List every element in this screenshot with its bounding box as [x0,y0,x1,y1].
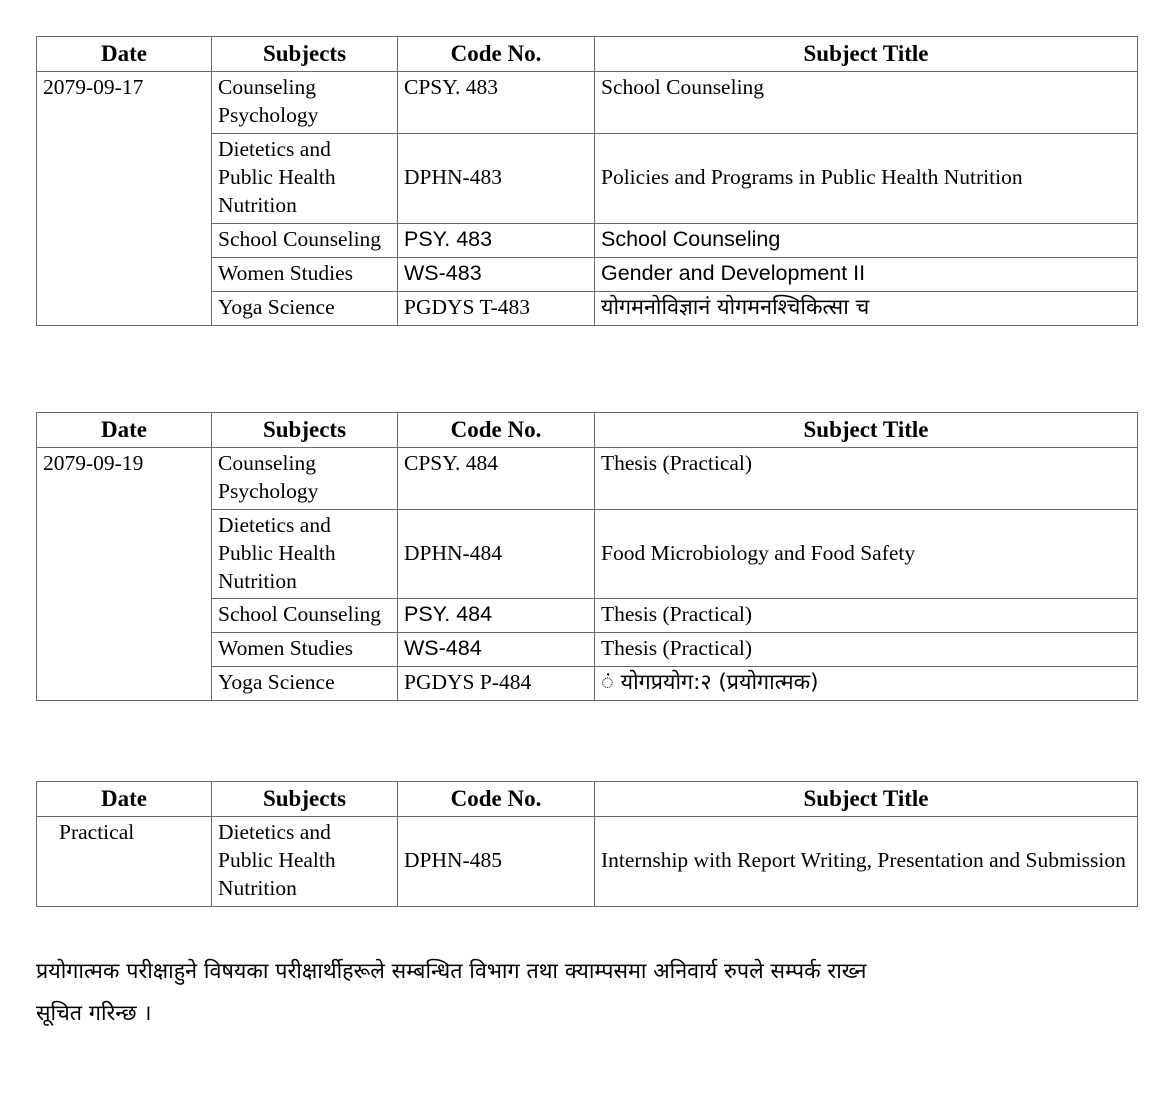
exam-schedule-table-2 [36,412,1138,702]
title-cell: ं योगप्रयोग:२ (प्रयोगात्मक) [595,667,1138,701]
column-header-code-no: Code No. [398,412,595,447]
code-cell: CPSY. 484 [398,447,595,509]
column-header-subjects: Subjects [212,412,398,447]
subject-cell: School Counseling [212,599,398,633]
title-cell: Thesis (Practical) [595,599,1138,633]
title-cell: Policies and Programs in Public Health Nutrition [595,134,1138,224]
column-header-subjects: Subjects [212,37,398,72]
code-cell: WS-483 [398,257,595,291]
title-cell: School Counseling [595,223,1138,257]
table-row [37,447,1138,509]
code-cell: PSY. 484 [398,599,595,633]
code-cell: DPHN-483 [398,134,595,224]
column-header-date: Date [37,782,212,817]
exam-schedule-table-3 [36,781,1138,907]
table-header-row [37,782,1138,817]
code-cell: DPHN-485 [398,817,595,907]
exam-schedule-table-1 [36,36,1138,326]
title-cell: Thesis (Practical) [595,447,1138,509]
subject-cell: Dietetics and Public Health Nutrition [212,509,398,599]
column-header-date: Date [37,37,212,72]
date-cell: Practical [37,817,212,907]
subject-cell: School Counseling [212,223,398,257]
subject-cell: Women Studies [212,633,398,667]
table-header-row [37,412,1138,447]
code-cell: CPSY. 483 [398,72,595,134]
code-cell: PGDYS T-483 [398,291,595,325]
column-header-subject-title: Subject Title [595,37,1138,72]
table-spacer [36,701,1138,781]
table-row [37,817,1138,907]
date-cell: 2079-09-19 [37,447,212,701]
title-cell: School Counseling [595,72,1138,134]
title-cell: योगमनोविज्ञानं योगमनश्चिकित्सा च [595,291,1138,325]
code-cell: WS-484 [398,633,595,667]
table-spacer [36,326,1138,412]
column-header-code-no: Code No. [398,37,595,72]
footer-note-line-1: प्रयोगात्मक परीक्षाहुने विषयका परीक्षार्थीहरूले सम्बन्धित विभाग तथा क्याम्पसमा अनिवार्य रुपले सम्पर्क राख्न [36,959,867,985]
column-header-date: Date [37,412,212,447]
footer-note [36,951,1101,1035]
document-body [36,36,1138,1035]
footer-note-line-2: सूचित गरिन्छ । [36,1001,152,1027]
subject-cell: Counseling Psychology [212,72,398,134]
code-cell: DPHN-484 [398,509,595,599]
table-row [37,72,1138,134]
column-header-subject-title: Subject Title [595,782,1138,817]
subject-cell: Women Studies [212,257,398,291]
title-cell: Food Microbiology and Food Safety [595,509,1138,599]
column-header-subject-title: Subject Title [595,412,1138,447]
column-header-subjects: Subjects [212,782,398,817]
table-header-row [37,37,1138,72]
code-cell: PGDYS P-484 [398,667,595,701]
date-cell: 2079-09-17 [37,72,212,326]
subject-cell: Yoga Science [212,291,398,325]
title-cell: Internship with Report Writing, Presentation and Submission [595,817,1138,907]
code-cell: PSY. 483 [398,223,595,257]
subject-cell: Yoga Science [212,667,398,701]
subject-cell: Counseling Psychology [212,447,398,509]
title-cell: Thesis (Practical) [595,633,1138,667]
subject-cell: Dietetics and Public Health Nutrition [212,817,398,907]
column-header-code-no: Code No. [398,782,595,817]
subject-cell: Dietetics and Public Health Nutrition [212,134,398,224]
title-cell: Gender and Development II [595,257,1138,291]
